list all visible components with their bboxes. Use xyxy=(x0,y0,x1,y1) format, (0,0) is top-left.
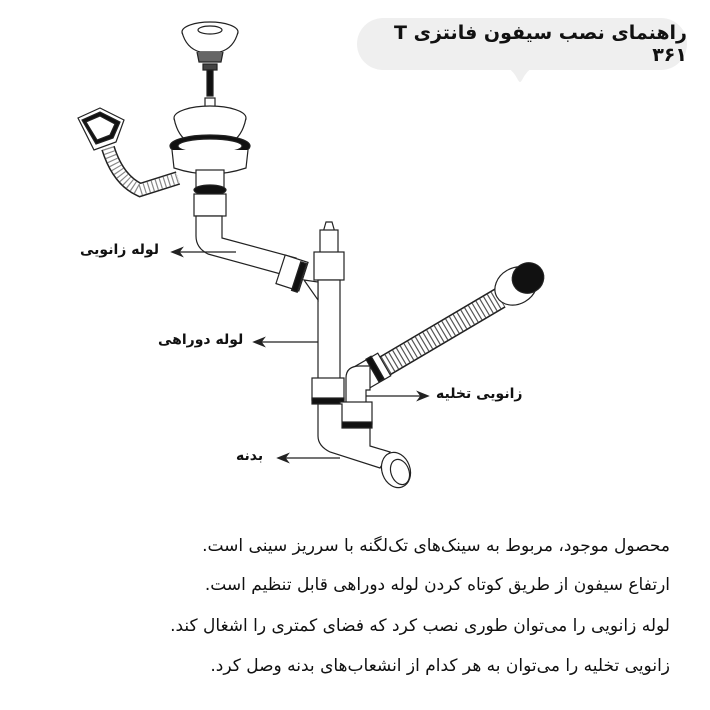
strainer-basket xyxy=(182,22,238,70)
description-line: محصول موجود، مربوط به سینک‌های تک‌لگنه با سرریز سینی است. xyxy=(202,536,670,556)
elbow-pipe-drawing xyxy=(196,216,308,292)
label-bypass-pipe: لوله دوراهی xyxy=(158,332,244,348)
center-rod xyxy=(207,70,213,96)
description-line: لوله زانویی را می‌توان طوری نصب کرد که فضای کمتری را اشغال کند. xyxy=(170,616,670,636)
label-body: بدنه xyxy=(236,448,264,464)
label-elbow-pipe: لوله زانویی xyxy=(80,242,159,258)
sink-flange xyxy=(170,106,250,216)
bypass-pipe-drawing xyxy=(304,222,344,404)
description-line: ارتفاع سیفون از طریق کوتاه کردن لوله دوراهی قابل تنظیم است. xyxy=(204,575,670,595)
overflow-hose xyxy=(78,108,178,190)
description-line: زانویی تخلیه را می‌توان به هر کدام از انشعاب‌های بدنه وصل کرد. xyxy=(210,656,670,676)
drain-elbow-drawing xyxy=(340,366,372,428)
label-drain-elbow: زانویی تخلیه xyxy=(436,386,523,402)
drain-hose xyxy=(355,257,549,389)
page-title: راهنمای نصب سیفون فانتزی T ۳۶۱ xyxy=(393,22,687,66)
